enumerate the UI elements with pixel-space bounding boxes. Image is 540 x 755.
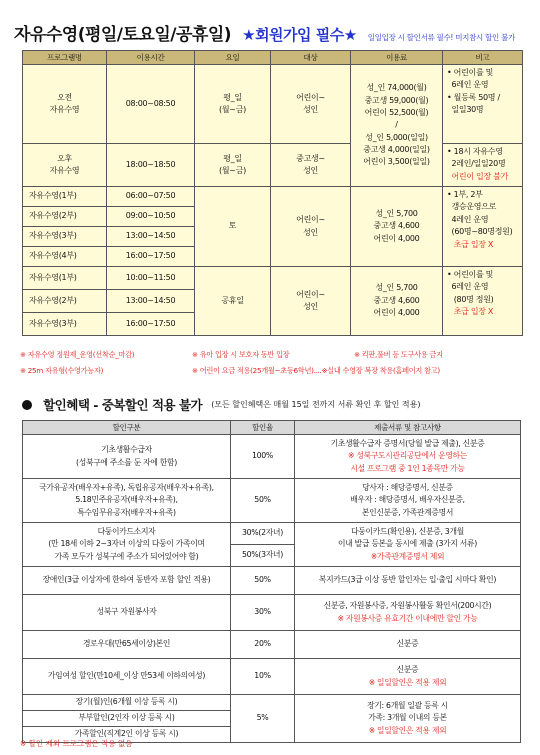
daily-entry-note: 일일입장 시 할인서류 필수! 미지참시 할인 불가 xyxy=(367,33,515,42)
saturday-program-3: 자유수영(3부) xyxy=(23,227,107,247)
header-target: 대상 xyxy=(271,51,351,65)
weekday-fees: 성_인 74,000(월) 중고생 59,000(월) 어린이 52,500(월) / 성_인 5,000(일일) 중고생 4,000(일일) 어린이 3,500(일일) xyxy=(351,65,443,187)
saturday-fees: 성_인 5,700 중고생 4,600 어린이 4,000 xyxy=(351,187,443,267)
holiday-time-3: 16:00~17:50 xyxy=(107,313,195,336)
header-docs: 제출서류 및 참고사항 xyxy=(295,421,521,435)
discount-rate-three-children: 50%(3자녀) xyxy=(231,545,295,567)
morning-remarks: • 어린이를 및 6레인 운영 • 월등록 50명 / 일일30명 xyxy=(443,65,523,144)
header-remarks: 비고 xyxy=(443,51,523,65)
holiday-remarks: • 어린이를 및 6레인 운영 (80명 정원) 초급 입장 X xyxy=(443,267,523,336)
discount-category-long-term: 장기(월)인(6개월 이상 등록 시) xyxy=(23,695,231,711)
discount-docs: 장기: 6개월 일괄 등록 시 가족: 3개월 이내의 등본 ※ 일일할인은 적용 제외 xyxy=(295,695,521,743)
holiday-program-3: 자유수영(3부) xyxy=(23,313,107,336)
title-row xyxy=(14,20,534,44)
discount-docs: 복지카드(3급 이상 동반 할인자는 입·출입 시마다 확인) xyxy=(295,567,521,595)
holiday-fees: 성_인 5,700 중고생 4,600 어린이 4,000 xyxy=(351,267,443,336)
morning-time: 08:00~08:50 xyxy=(107,65,195,144)
discount-section-title xyxy=(22,394,527,414)
afternoon-program: 오후 자유수영 xyxy=(23,144,107,187)
discount-docs: 당사자 : 해당증명서, 신분증 배우자 : 해당증명서, 배우자신분증, 본인신분증, 가족관계증명서 xyxy=(295,479,521,523)
footnote: ※ 할인 제외 프로그램은 적용 없음 xyxy=(20,739,133,748)
saturday-time-1: 06:00~07:50 xyxy=(107,187,195,207)
table-row xyxy=(23,144,523,187)
member-required-badge: ★회원가입 필수★ xyxy=(242,26,357,44)
notes-row-1: ※ 자유수영 정원제_운영(선착순_마감) ※ 유아 입장 시 보호자 동반 입장 ※ 킥판,풀버 등 도구사용 금지 xyxy=(20,350,443,359)
header-category: 할인구분 xyxy=(23,421,231,435)
afternoon-time: 18:00~18:50 xyxy=(107,144,195,187)
discount-category: 기초생활수급자 (성북구에 주소를 둔 자에 한함) xyxy=(23,435,231,479)
discount-rate: 100% xyxy=(231,435,295,479)
header-time: 이용시간 xyxy=(107,51,195,65)
discount-rate-two-children: 30%(2자녀) xyxy=(231,523,295,545)
table-row xyxy=(23,267,523,290)
discount-category: 경로우대(만65세이상)본인 xyxy=(23,631,231,659)
holiday-day: 공휴일 xyxy=(195,267,271,336)
header-rate: 할인율 xyxy=(231,421,295,435)
holiday-program-2: 자유수영(2부) xyxy=(23,290,107,313)
table-row xyxy=(23,187,523,207)
saturday-day: 토 xyxy=(195,187,271,267)
afternoon-remarks: • 18시 자유수영 2레인/일일20명 어린이 입장 불가 xyxy=(443,144,523,187)
table-row xyxy=(23,695,521,711)
table-row xyxy=(23,523,521,545)
table-row xyxy=(23,479,521,523)
schedule-header-row xyxy=(23,51,523,65)
schedule-table xyxy=(22,50,523,336)
discount-category-family: 가족할인(직계2인 이상 등록 시) xyxy=(23,727,231,743)
discount-category: 국가유공자(배우자+유족), 독립유공자(배우자+유족), 5.18민주유공자(배우자+유족), 특수임무유공자(배우자+유족) xyxy=(23,479,231,523)
saturday-program-1: 자유수영(1부) xyxy=(23,187,107,207)
discount-rate: 50% xyxy=(231,479,295,523)
table-row xyxy=(23,659,521,695)
saturday-program-4: 자유수영(4부) xyxy=(23,247,107,267)
header-fee: 이용료 xyxy=(351,51,443,65)
morning-day: 평_일 (월~금) xyxy=(195,65,271,144)
bullet-icon xyxy=(22,400,32,410)
saturday-time-3: 13:00~14:50 xyxy=(107,227,195,247)
saturday-target: 어린이~ 성인 xyxy=(271,187,351,267)
discount-header-row xyxy=(23,421,521,435)
holiday-time-2: 13:00~14:50 xyxy=(107,290,195,313)
morning-target: 어린이~ 성인 xyxy=(271,65,351,144)
saturday-program-2: 자유수영(2부) xyxy=(23,207,107,227)
discount-category: 성북구 자원봉사자 xyxy=(23,595,231,631)
discount-rate: 20% xyxy=(231,631,295,659)
discount-category-couple: 부부할인(2인자 이상 등록 시) xyxy=(23,711,231,727)
afternoon-day: 평_일 (월~금) xyxy=(195,144,271,187)
discount-docs: 다둥이카드(확인용), 신분증, 3개월 이내 발급 등본을 동시에 제출 (3가지 서류) ※가족관계증명서 제외 xyxy=(295,523,521,567)
holiday-target: 어린이~ 성인 xyxy=(271,267,351,336)
holiday-time-1: 10:00~11:50 xyxy=(107,267,195,290)
discount-rate: 30% xyxy=(231,595,295,631)
discount-category: 가임여성 할인(만10세_이상 만53세 이하의여성) xyxy=(23,659,231,695)
discount-category: 장애인(3급 이상자에 한하여 동반자 포함 할인 적용) xyxy=(23,567,231,595)
table-row xyxy=(23,631,521,659)
notes-row-2: ※ 25m 자유형(수영가능자) ※ 어린이 요금 적용(25개월~초등6학년)....※실내 수영장 복장 착용(홈페이지 참고) xyxy=(20,366,440,375)
holiday-program-1: 자유수영(1부) xyxy=(23,267,107,290)
discount-rate: 5% xyxy=(231,695,295,743)
discount-category: 다둥이카드소지자 (만 18세 이하 2~3자녀 이상의 다둥이 가족이며 가족 모두가 성북구에 주소가 되어있어야 함) xyxy=(23,523,231,567)
discount-subtitle: (모든 할인혜택은 매월 15일 전까지 서류 확인 후 할인 적용) xyxy=(211,400,421,409)
saturday-time-2: 09:00~10:50 xyxy=(107,207,195,227)
discount-docs: 신분증, 자원봉사증, 자원봉사활동 확인서(200시간) ※ 자원봉사증 유효기간 이내에만 할인 가능 xyxy=(295,595,521,631)
afternoon-target: 중고생~ 성인 xyxy=(271,144,351,187)
table-row xyxy=(23,435,521,479)
table-row xyxy=(23,567,521,595)
saturday-time-4: 16:00~17:50 xyxy=(107,247,195,267)
saturday-remarks: • 1부, 2부 갱승운영으로 4레인 운영 (60명~80명정원) 초급 입장 X xyxy=(443,187,523,267)
header-day: 요일 xyxy=(195,51,271,65)
page-title: 자유수영(평일/토요일/공휴일) xyxy=(14,25,232,45)
discount-docs: 신분증 ※ 일일할인은 적용 제외 xyxy=(295,659,521,695)
table-row xyxy=(23,595,521,631)
discount-rate: 10% xyxy=(231,659,295,695)
discount-docs: 기초생활수급자 증명서(당월 발급 제출), 신분증 ※ 성북구도시관리공단에서 운영하는 시설 프로그램 중 1인 1종목만 가능 xyxy=(295,435,521,479)
discount-table xyxy=(22,420,521,743)
discount-title: 할인혜택 - 중복할인 적용 불가 xyxy=(43,397,203,413)
table-row xyxy=(23,65,523,144)
header-program: 프로그램명 xyxy=(23,51,107,65)
discount-docs: 신분증 xyxy=(295,631,521,659)
morning-program: 오전 자유수영 xyxy=(23,65,107,144)
discount-rate: 50% xyxy=(231,567,295,595)
